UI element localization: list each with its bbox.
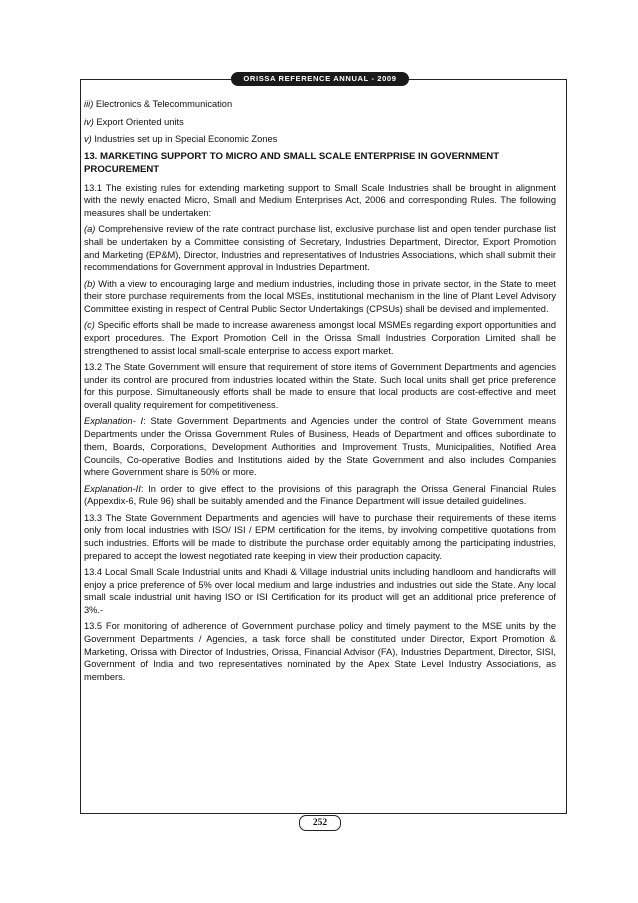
paragraph-13-4: 13.4 Local Small Scale Industrial units and Khadi & Village industrial units including handloom and handicrafts will enjoy a price preference of 5% over local medium and large industries and industries out side the State. Any local small scale industrial unit having ISO or ISI Certification for its product will get an additional price preference of 3%.-	[84, 566, 556, 616]
explanation-2: Explanation-II: In order to give effect to the provisions of this paragraph the Orissa General Financial Rules (Appexdix-6, Rule 96) shall be suitably amended and the Finance Department will issue detailed guidelines.	[84, 483, 556, 507]
item-b: (b) With a view to encouraging large and medium industries, including those in private sector, in the State to meet their store purchase requirements from the local MSEs, institutional mechanism in the line of Plant Level Advisory Committee existing in respect of Central Public Sector Undertakings (CPSUs) shall be devised and implemented.	[84, 278, 556, 315]
list-item: v) Industries set up in Special Economic Zones	[84, 134, 278, 145]
list-item: iii) Electronics & Telecommunication	[84, 99, 233, 109]
page-number: 252	[299, 815, 341, 831]
paragraph-13-2: 13.2 The State Government will ensure that requirement of store items of Government Departments and agencies under its control are procured from industries located within the State. Such local units shall get price preference for this purpose. Simultaneously efforts shall be made to ensure that local products are cost-effective and meet overall quality requirement for competitiveness.	[84, 362, 556, 411]
intro-list	[84, 98, 556, 146]
page-content	[84, 98, 556, 687]
running-header: ORISSA REFERENCE ANNUAL - 2009	[231, 72, 409, 86]
list-item: iv) Export Oriented units	[84, 116, 184, 127]
item-c: (c) Specific efforts shall be made to increase awareness amongst local MSMEs regarding export opportunities and export procedures. The Export Promotion Cell in the Orissa Small Industries Corporation Limited shall be strengthened to assist local small-scale enterprise to access export market.	[84, 320, 556, 356]
section-heading: 13. MARKETING SUPPORT TO MICRO AND SMALL SCALE ENTERPRISE IN GOVERNMENT PROCUREMENT	[84, 151, 500, 175]
explanation-1: Explanation- I: State Government Departments and Agencies under the control of State Government means Departments under the Orissa Government Rules of Business, Heads of Department and offices subordinate to them, Boards, Corporations, Development Authorities and Improvement Trusts, Municipalities, Notified Area Councils, Co-operative Bodies and Institutions aided by the State Government and also includes Companies where Government share is 50% or more.	[84, 416, 556, 478]
paragraph-13-3: 13.3 The State Government Departments and agencies will have to purchase their requirements of these items only from local industries with ISO/ ISI / EPM certification for the items, by involving competitive quotations from such industries. Efforts will be made to distribute the purchase order equitably among the participating industries, prepared to accept the lowest negotiated rate keeping in view their production capacity.	[84, 512, 556, 561]
paragraph-13-1: 13.1 The existing rules for extending marketing support to Small Scale Industries shall be brought in alignment with the newly enacted Micro, Small and Medium Enterprises Act, 2006 and corresponding Rules. The following measures shall be undertaken:	[84, 182, 556, 218]
item-a: (a) Comprehensive review of the rate contract purchase list, exclusive purchase list and open tender purchase list shall be undertaken by a Committee consisting of Secretary, Industries Department, Director, Export Promotion and Marketing (EP&M), Director, Industries and representatives of Industries Associations, which shall submit their recommendations for Government approval in Industries Department.	[84, 224, 556, 273]
paragraph-13-5: 13.5 For monitoring of adherence of Government purchase policy and timely payment to the MSE units by the Government Departments / Agencies, a task force shall be constituted under Director, Export Promotion & Marketing, Orissa with Director of Industries, Orissa, Financial Advisor (FA), Industries Department, Director, SISI, Government of India and two representatives nominated by the Apex State Level Industry Associations, as members.	[84, 621, 556, 683]
